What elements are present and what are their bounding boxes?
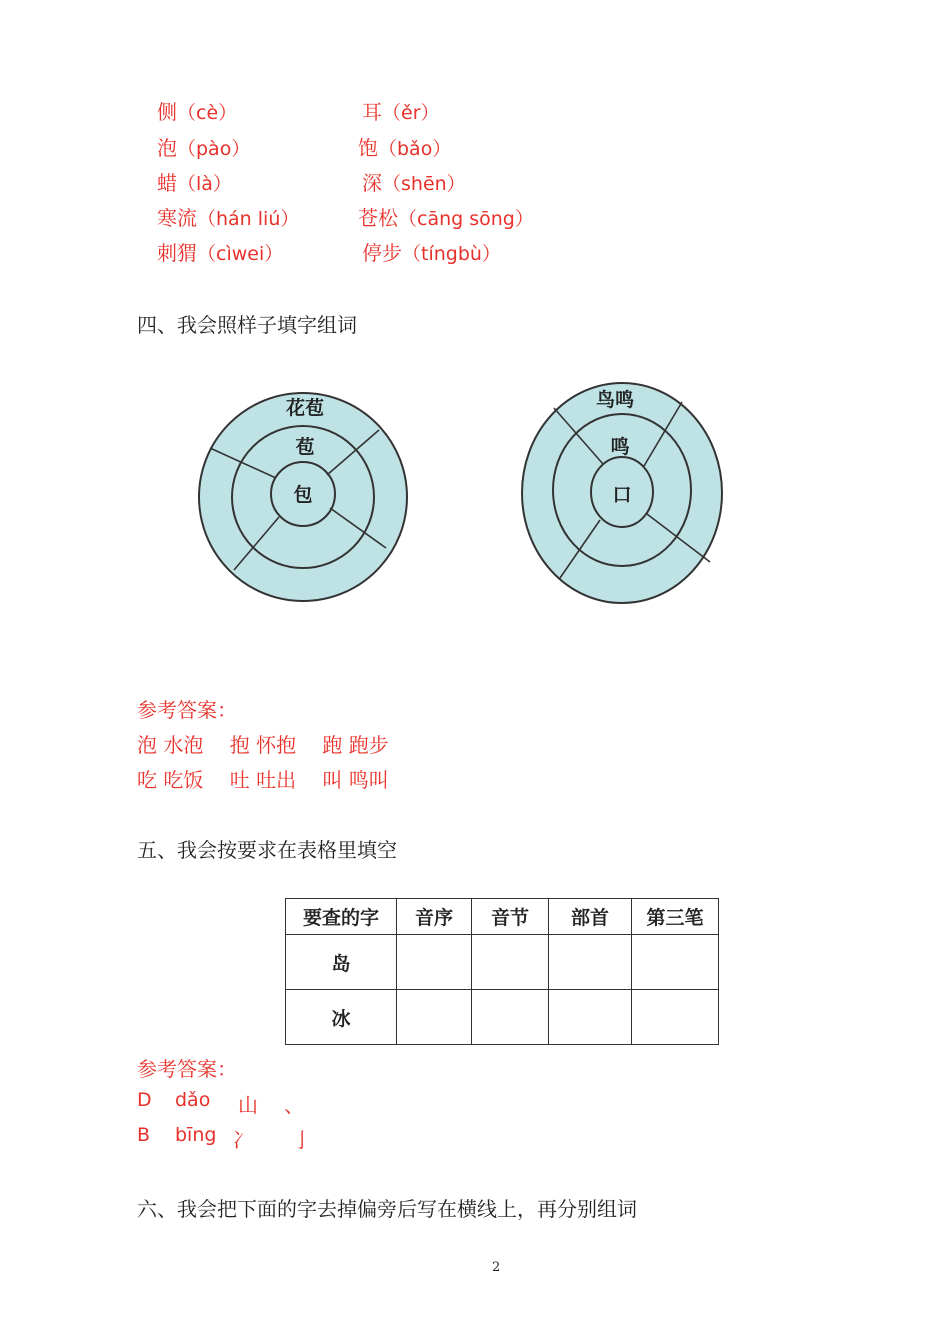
table-header-cell: 部首 (549, 899, 632, 935)
table-cell-empty (549, 935, 632, 990)
pinyin-item: 耳（ěr） (362, 100, 440, 124)
table-header-cell: 音节 (472, 899, 549, 935)
table-cell-char: 冰 (286, 990, 397, 1045)
answer-radical: 山 (238, 1093, 258, 1117)
answer-line: 泡 水泡 抱 怀抱 跑 跑步 (137, 733, 389, 757)
pinyin-item: 寒流（hán liú） (157, 206, 300, 230)
pinyin-item: 停步（tíngbù） (362, 241, 501, 265)
pinyin-item: 泡（pào） (157, 136, 251, 160)
table-header-row (286, 899, 719, 935)
table-cell-char: 岛 (286, 935, 397, 990)
table-cell-empty (549, 990, 632, 1045)
table-row (286, 935, 719, 990)
circle-right-middle-label: 鸣 (610, 436, 630, 458)
section4-title: 四、我会照样子填字组词 (137, 313, 357, 337)
table-cell-empty (472, 990, 549, 1045)
pinyin-item: 刺猬（cìwei） (157, 241, 284, 265)
section6-title: 六、我会把下面的字去掉偏旁后写在横线上，再分别组词 (137, 1197, 637, 1221)
table-cell-empty (397, 990, 472, 1045)
answer-stroke: 亅 (292, 1128, 312, 1152)
table-cell-empty (397, 935, 472, 990)
pinyin-item: 饱（bǎo） (358, 136, 452, 160)
answer-label: 参考答案： (137, 698, 237, 722)
table-cell-empty (472, 935, 549, 990)
table-cell-empty (632, 935, 719, 990)
answer-radical: 冫 (232, 1128, 252, 1152)
pinyin-item: 侧（cè） (157, 100, 238, 124)
answer-syllable: bīng (175, 1124, 217, 1146)
table-header-cell: 第三笔 (632, 899, 719, 935)
table-header-cell: 音序 (397, 899, 472, 935)
word-circles-diagram (190, 380, 730, 610)
pinyin-item: 苍松（cāng sōng） (358, 206, 534, 230)
circle-left-center-label: 包 (293, 484, 313, 506)
answer-stroke: 、 (284, 1093, 304, 1117)
table-cell-empty (632, 990, 719, 1045)
section5-title: 五、我会按要求在表格里填空 (137, 838, 397, 862)
page-number: 2 (492, 1260, 501, 1275)
table-header-cell: 要查的字 (286, 899, 397, 935)
lookup-table (285, 898, 719, 1045)
circle-left-outer-label: 花苞 (285, 397, 325, 419)
answer-syllable: dǎo (175, 1089, 211, 1111)
answer-letter: B (137, 1124, 151, 1146)
answer-line: 吃 吃饭 吐 吐出 叫 鸣叫 (137, 768, 389, 792)
circle-left-middle-label: 苞 (295, 436, 315, 458)
answer-letter: D (137, 1089, 152, 1111)
table-row (286, 990, 719, 1045)
circle-right-center-label: 口 (612, 484, 632, 506)
pinyin-item: 蜡（là） (157, 171, 232, 195)
circle-right-outer-label: 鸟鸣 (595, 389, 635, 411)
pinyin-item: 深（shēn） (362, 171, 466, 195)
answer-label: 参考答案： (137, 1057, 237, 1081)
